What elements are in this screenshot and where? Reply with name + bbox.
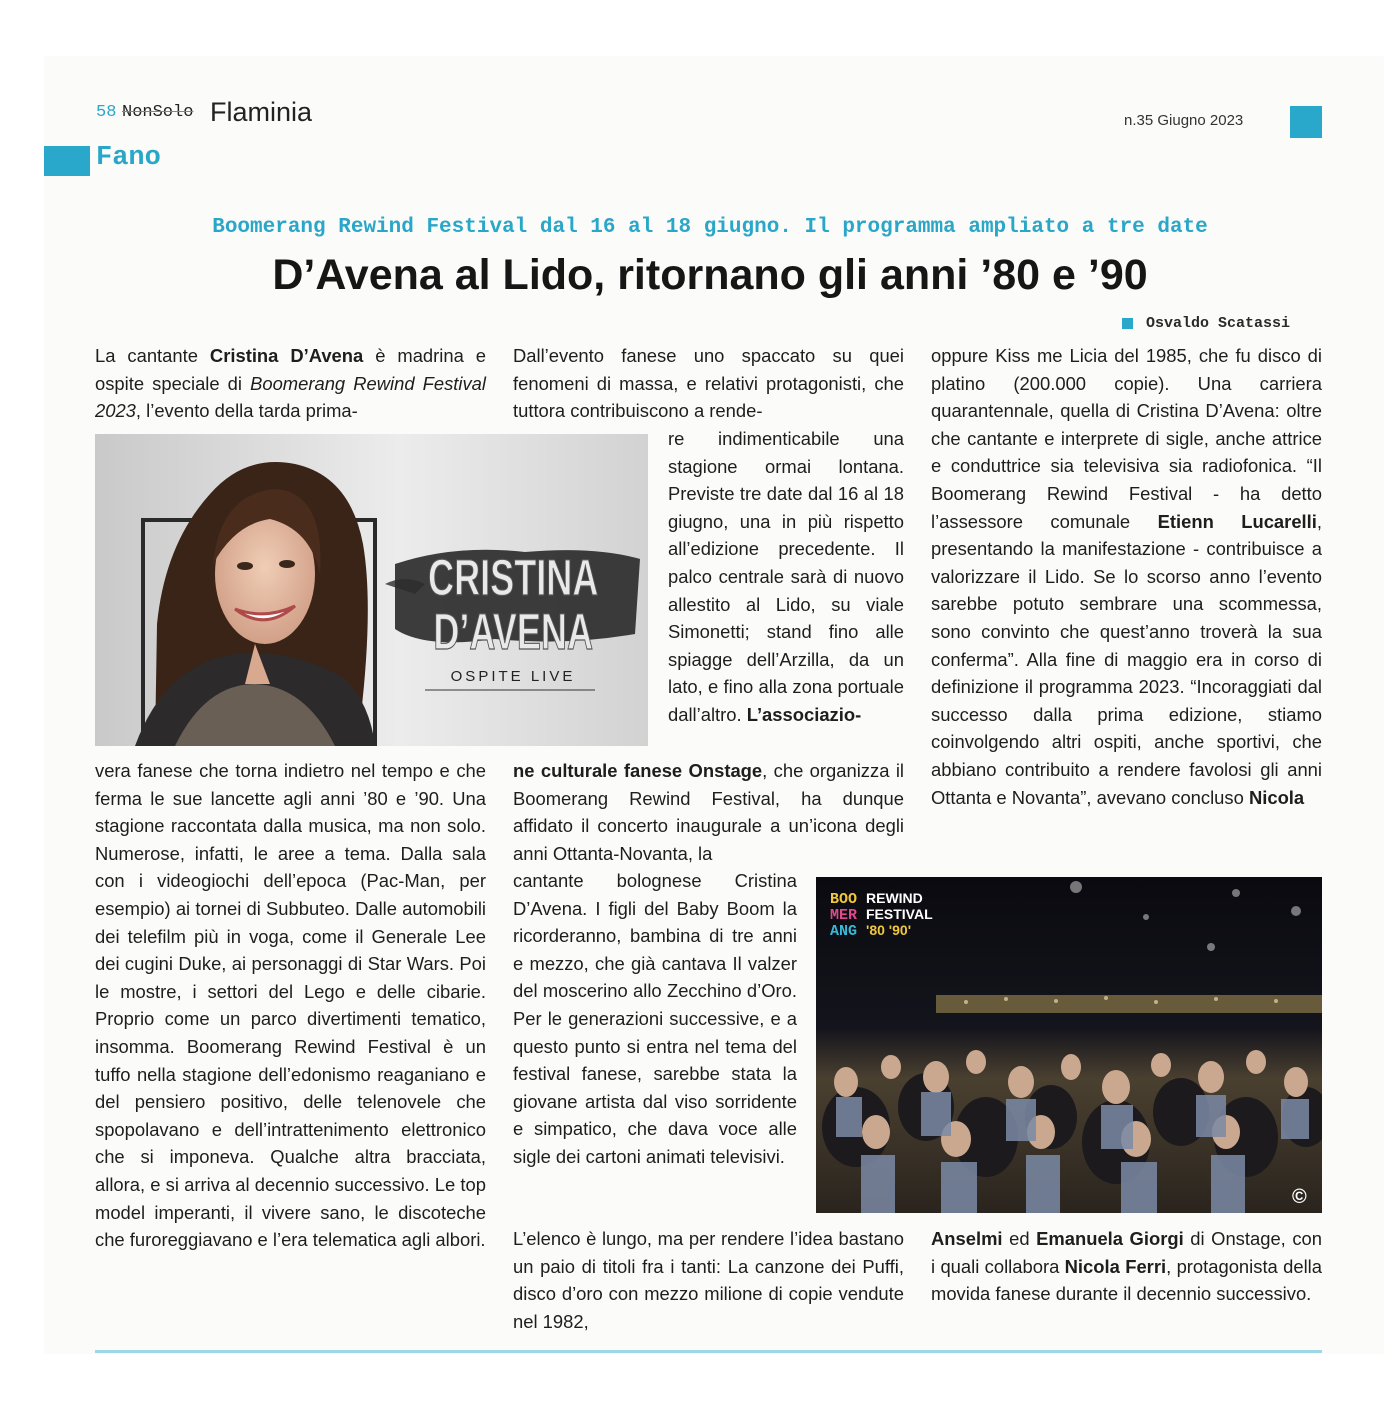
bold-name: Nicola Ferri — [1064, 1255, 1167, 1277]
bold-org: ne culturale fanese Onstage — [513, 760, 763, 781]
overlay-name-line2: D’AVENA — [433, 604, 594, 661]
text-run: ed — [1002, 1228, 1037, 1249]
text-run: , protagonista della movida fanese durante il decennio successivo. — [931, 1255, 1322, 1305]
festival-logo-boo: BOO — [830, 891, 858, 908]
bold-name: Cristina D’Avena — [209, 345, 364, 366]
copyright-icon: © — [1292, 1186, 1307, 1208]
paragraph: Dall’evento fanese uno spaccato su quei fenomeni di massa, e relativi protagonisti, che tuttora contribuiscono a rende- — [513, 345, 904, 422]
paragraph: cantante bolognese Cristina D’Avena. I figli del Baby Boom la ricorderanno, bambina di tre anni e mezzo, che già cantava Il valzer del moscerino allo Zecchino d’Oro. Per le generazioni successive, e a questo punto si entra nel tema del festival fanese, sarebbe stata la giovane artista dal viso sorridente e simpatico, che dava voce alle sigle dei cartoni animati televisivi. — [513, 870, 797, 1167]
column-3-top — [931, 342, 1322, 811]
byline-marker — [1122, 318, 1133, 329]
bottom-rule — [95, 1350, 1322, 1353]
text-run: di Onstage, con i quali collabora — [931, 1228, 1322, 1277]
text-run: , che organizza il Boomerang Rewind Festival, ha dunque affidato il concerto inaugurale a un’icona degli anni Ottanta-Novanta, la — [513, 760, 904, 864]
bold-name: Anselmi — [931, 1228, 1003, 1249]
festival-logo-rewind: REWIND — [866, 890, 923, 906]
text-run: , presentando la manifestazione - contribuisce a valorizzare il Lido. Se lo scorso anno l’evento sarebbe potuto sembrare una scommessa, sono convinto che quest’anno troverà la sua conferma”. Alla fine di maggio era in corso di definizione il programma 2023. “Incoraggiati dal successo dalla prima edizione, stiamo coinvolgendo altri ospiti, anche sportivi, che abbiano contribuito a rendere favolosi gli anni Ottanta e Novanta”, avevano concluso — [931, 510, 1322, 808]
column-2-top — [513, 342, 904, 425]
column-1-intro — [95, 342, 486, 425]
bold-org: L’associazio- — [746, 703, 862, 725]
column-1-body — [95, 757, 486, 1254]
issue-date: n.35 Giugno 2023 — [1124, 112, 1244, 129]
article-kicker: Boomerang Rewind Festival dal 16 al 18 giugno. Il programma ampliato a tre date — [212, 216, 1208, 239]
text-run: re indimenticabile una stagione ormai lontana. Previste tre date dal 16 al 18 giugno, una in più rispetto all’edizione precedente. Il palco centrale sarà di nuovo allestito al Lido, su viale Simonetti; stand fino alle spiagge dell’Arzilla, da un lato, e fino alla zona portuale dall’altro. — [668, 428, 904, 725]
overlay-name-line1: CRISTINA — [428, 550, 599, 607]
text-run: , l’evento della tarda prima- — [135, 400, 358, 422]
festival-logo-mer: MER — [830, 907, 858, 924]
text-run: è madrina e ospite speciale di — [95, 345, 486, 394]
column-3-bottom — [931, 1225, 1322, 1308]
bold-name: Nicola — [1248, 786, 1305, 808]
text-run: La cantante — [95, 345, 210, 366]
column-2-bottom — [513, 1225, 904, 1335]
bold-name: Etienn Lucarelli — [1157, 510, 1317, 532]
column-2-beside-photo — [668, 425, 904, 729]
header-accent-square — [1290, 106, 1322, 138]
festival-logo-festival: FESTIVAL — [866, 906, 933, 922]
text-run: oppure Kiss me Licia del 1985, che fu disco di platino (200.000 copie). Una carriera quarantennale, quella di Cristina D’Avena: oltre che cantante e interprete di sigle, anche attrice e conduttrice sia televisiva sia radiofonica. “Il Boomerang Rewind Festival - ha detto l’assessore comunale — [931, 345, 1322, 532]
section-title: Fano — [96, 143, 161, 173]
cristina-davena-photo — [95, 434, 648, 746]
overlay-tagline: OSPITE LIVE — [450, 668, 576, 685]
page-number: 58 — [96, 103, 117, 122]
festival-crowd-photo — [816, 877, 1322, 1213]
masthead-nonsolo: NonSolo — [122, 103, 194, 122]
masthead-flaminia: Flaminia — [210, 97, 313, 127]
column-2-middle — [513, 757, 904, 867]
column-2-narrow — [513, 867, 797, 1171]
festival-logo-years: '80 '90' — [866, 922, 912, 938]
festival-logo-ang: ANG — [830, 923, 858, 940]
bold-name: Emanuela Giorgi — [1036, 1228, 1184, 1249]
article-byline: Osvaldo Scatassi — [1146, 315, 1291, 332]
italic-title: Boomerang Rewind Festival 2023 — [95, 372, 486, 422]
section-accent-bar — [44, 146, 90, 176]
paragraph: L’elenco è lungo, ma per rendere l’idea bastano un paio di titoli fra i tanti: La canzone dei Puffi, disco d’oro con mezzo milione di copie vendute nel 1982, — [513, 1228, 904, 1332]
article-headline: D’Avena al Lido, ritornano gli anni ’80 e ’90 — [272, 251, 1148, 299]
paragraph: vera fanese che torna indietro nel tempo e che ferma le sue lancette agli anni ’80 e ’90. Una stagione raccontata dalla musica, ma non solo. Numerose, infatti, le aree a tema. Dalla sala con i videogiochi dell’epoca (Pac-Man, per esempio) ai tornei di Subbuteo. Dalle automobili dei telefilm più in voga, come il Generale Lee dei cugini Duke, ai personaggi di Star Wars. Poi le mostre, i settori del Lego e delle cibarie. Proprio come un parco divertimenti tematico, insomma. Boomerang Rewind Festival è un tuffo nella stagione dell’edonismo reaganiano e del pensiero positivo, delle telenovele che spopolavano e dell’intrattenimento elettronico che si imponeva. Qualche altra bracciata, allora, e si arriva al decennio successivo. Le top model imperanti, il vivere sano, le discoteche che furoreggiavano e l’era telematica agli albori. — [95, 760, 486, 1251]
